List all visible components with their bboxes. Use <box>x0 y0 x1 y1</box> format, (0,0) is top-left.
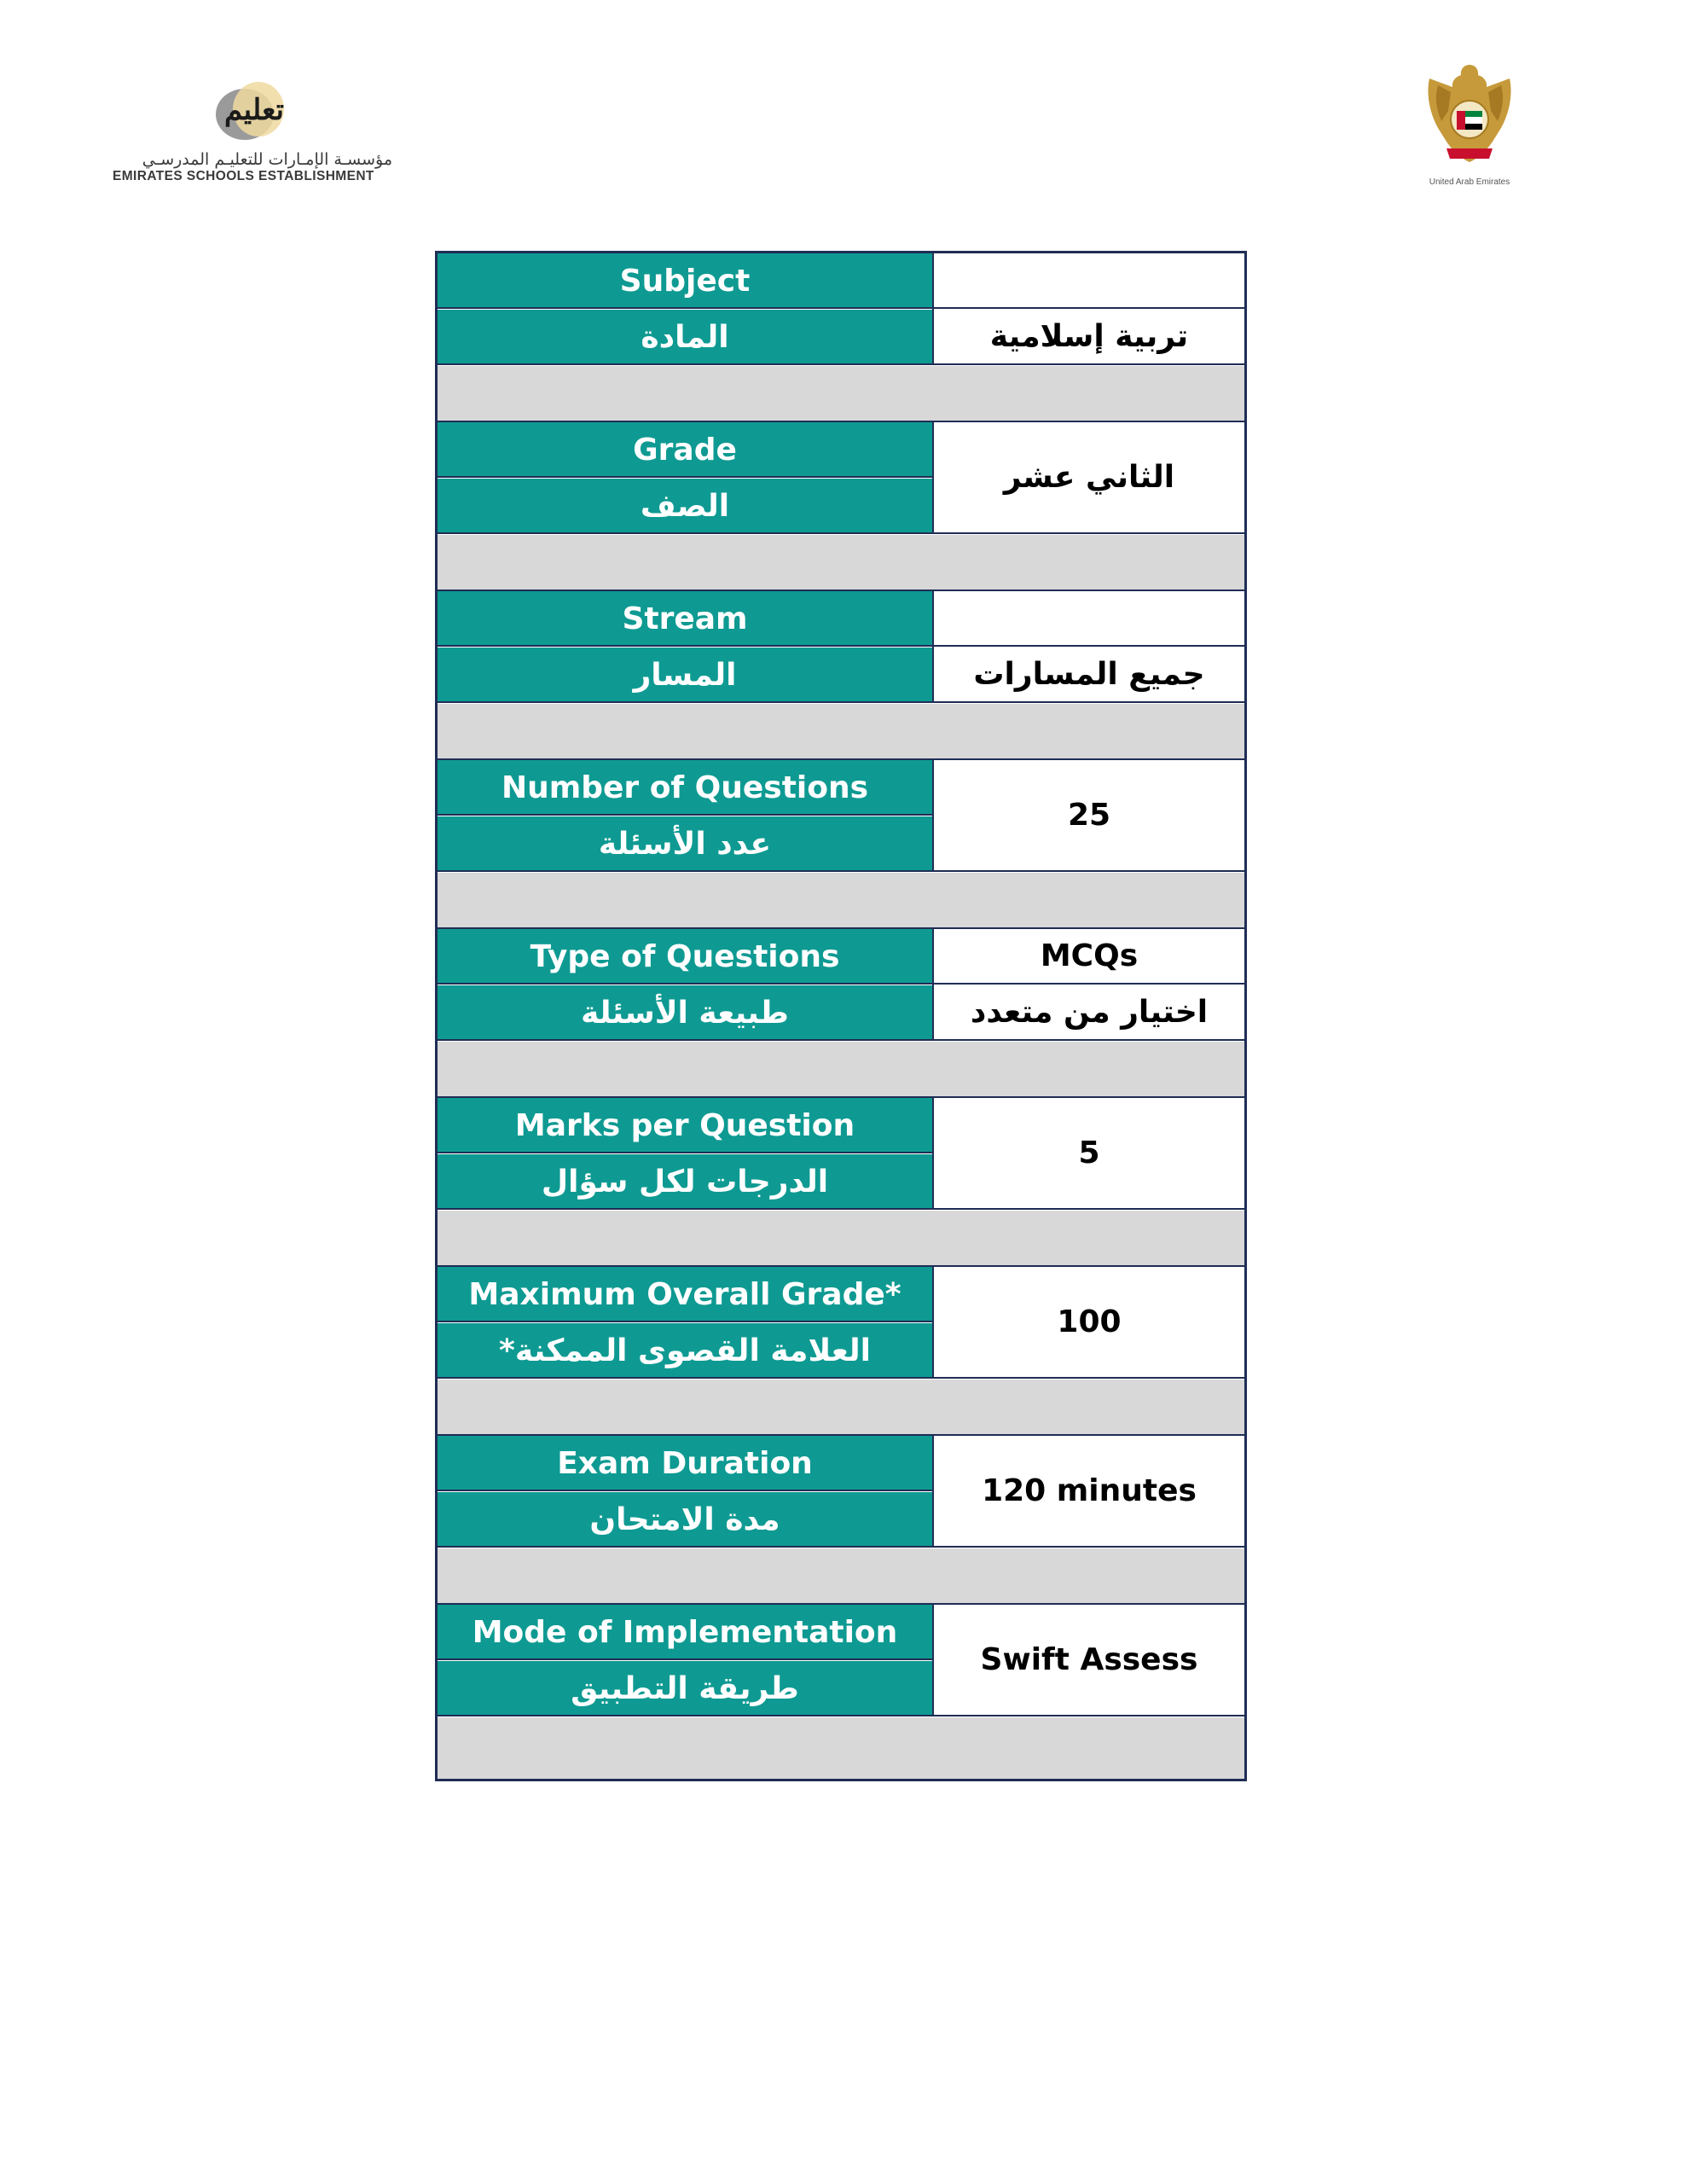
value-stream: جميع المسارات <box>934 648 1244 703</box>
row-maximum-overall-grade <box>438 1267 1244 1380</box>
logo-arabic-name: مؤسسـة الإمـارات للتعليـم المدرسـي <box>142 150 392 169</box>
label-maximum-overall-grade-ar: العلامة القصوى الممكنة* <box>438 1323 932 1379</box>
separator-row <box>438 704 1244 760</box>
row-marks-per-question <box>438 1098 1244 1211</box>
emirates-schools-logo <box>111 67 401 195</box>
row-mode-of-implementation <box>438 1605 1244 1717</box>
separator-row <box>438 1548 1244 1605</box>
label-stream-ar: المسار <box>438 648 932 703</box>
exam-spec-table <box>435 251 1247 1781</box>
row-stream <box>438 591 1244 704</box>
falcon-emblem-icon <box>1412 60 1527 171</box>
row-subject <box>438 253 1244 366</box>
value-number-of-questions: 25 <box>934 760 1244 872</box>
label-grade-en: Grade <box>438 422 932 478</box>
value-type-of-questions-ar: اختيار من متعدد <box>934 985 1244 1041</box>
separator-row <box>438 1211 1244 1267</box>
row-number-of-questions <box>438 760 1244 873</box>
label-type-of-questions-ar: طبيعة الأسئلة <box>438 985 932 1041</box>
label-stream-en: Stream <box>438 591 932 647</box>
value-maximum-overall-grade: 100 <box>934 1267 1244 1379</box>
row-grade <box>438 422 1244 535</box>
separator-row <box>438 1380 1244 1436</box>
label-number-of-questions-en: Number of Questions <box>438 760 932 816</box>
label-number-of-questions-ar: عدد الأسئلة <box>438 816 932 872</box>
label-subject-en: Subject <box>438 253 932 309</box>
label-grade-ar: الصف <box>438 479 932 534</box>
value-subject-top <box>934 253 1244 309</box>
value-stream-top <box>934 591 1244 647</box>
label-marks-per-question-ar: الدرجات لكل سؤال <box>438 1154 932 1210</box>
label-maximum-overall-grade-en: Maximum Overall Grade* <box>438 1267 932 1322</box>
separator-row <box>438 366 1244 422</box>
row-exam-duration <box>438 1436 1244 1548</box>
logo-english-name: EMIRATES SCHOOLS ESTABLISHMENT <box>113 169 374 183</box>
value-marks-per-question: 5 <box>934 1098 1244 1210</box>
separator-row <box>438 1717 1244 1779</box>
separator-row <box>438 535 1244 591</box>
value-subject: تربية إسلامية <box>934 310 1244 365</box>
separator-row <box>438 1042 1244 1098</box>
label-exam-duration-en: Exam Duration <box>438 1436 932 1491</box>
value-type-of-questions-en: MCQs <box>934 929 1244 985</box>
label-mode-of-implementation-en: Mode of Implementation <box>438 1605 932 1660</box>
label-exam-duration-ar: مدة الامتحان <box>438 1492 932 1548</box>
uae-emblem <box>1406 60 1533 196</box>
emblem-caption: United Arab Emirates <box>1429 177 1510 187</box>
separator-row <box>438 873 1244 929</box>
row-type-of-questions <box>438 929 1244 1042</box>
label-marks-per-question-en: Marks per Question <box>438 1098 932 1153</box>
value-exam-duration: 120 minutes <box>934 1436 1244 1548</box>
label-type-of-questions-en: Type of Questions <box>438 929 932 985</box>
label-subject-ar: المادة <box>438 310 932 365</box>
taleem-logo-icon <box>209 75 294 152</box>
value-grade: الثاني عشر <box>934 422 1244 534</box>
logo-arabic-word: تعليم <box>223 93 284 127</box>
value-mode-of-implementation: Swift Assess <box>934 1605 1244 1716</box>
label-mode-of-implementation-ar: طريقة التطبيق <box>438 1661 932 1716</box>
